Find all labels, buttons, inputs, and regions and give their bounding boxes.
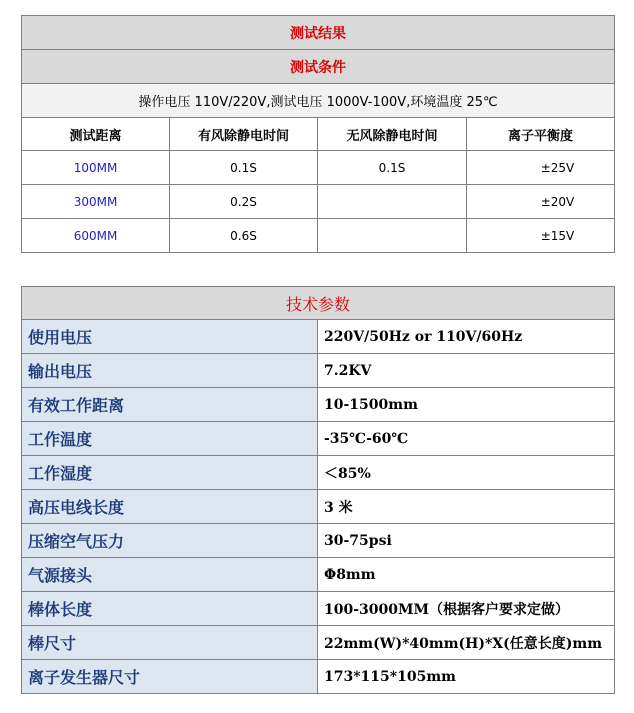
spec-value: 10-1500mm bbox=[318, 388, 615, 422]
spec-value: 22mm(W)*40mm(H)*X(任意长度)mm bbox=[318, 626, 615, 660]
spec-value: 100-3000MM（根据客户要求定做） bbox=[318, 592, 615, 626]
distance-cell: 300MM bbox=[22, 185, 170, 219]
header-with-wind: 有风除静电时间 bbox=[170, 118, 318, 151]
with-wind-cell: 0.2S bbox=[170, 185, 318, 219]
spec-key: 离子发生器尺寸 bbox=[22, 660, 318, 694]
spec-value: -35℃-60℃ bbox=[318, 422, 615, 456]
spec-row bbox=[22, 422, 615, 456]
spec-row bbox=[22, 490, 615, 524]
with-wind-cell: 0.6S bbox=[170, 219, 318, 253]
spec-row bbox=[22, 456, 615, 490]
table-row bbox=[22, 151, 615, 185]
test-results-title: 测试结果 bbox=[22, 16, 615, 50]
distance-cell: 100MM bbox=[22, 151, 170, 185]
results-header-row bbox=[22, 118, 615, 151]
spec-key: 棒体长度 bbox=[22, 592, 318, 626]
balance-cell: ±15V bbox=[467, 219, 615, 253]
table-row bbox=[22, 185, 615, 219]
table-row bbox=[22, 219, 615, 253]
spec-row bbox=[22, 660, 615, 694]
without-wind-cell bbox=[318, 219, 467, 253]
spec-key: 压缩空气压力 bbox=[22, 524, 318, 558]
spec-value: 30-75psi bbox=[318, 524, 615, 558]
header-distance: 测试距离 bbox=[22, 118, 170, 151]
spec-value: 173*115*105mm bbox=[318, 660, 615, 694]
balance-cell: ±20V bbox=[467, 185, 615, 219]
spec-key: 使用电压 bbox=[22, 320, 318, 354]
header-without-wind: 无风除静电时间 bbox=[318, 118, 467, 151]
spec-key: 有效工作距离 bbox=[22, 388, 318, 422]
tech-specs-title: 技术参数 bbox=[22, 287, 615, 320]
test-results-table bbox=[21, 15, 615, 253]
spec-key: 输出电压 bbox=[22, 354, 318, 388]
distance-cell: 600MM bbox=[22, 219, 170, 253]
spec-key: 气源接头 bbox=[22, 558, 318, 592]
test-conditions-title: 测试条件 bbox=[22, 50, 615, 84]
test-conditions-text: 操作电压 110V/220V,测试电压 1000V-100V,环境温度 25℃ bbox=[22, 84, 615, 118]
spec-key: 工作湿度 bbox=[22, 456, 318, 490]
balance-cell: ±25V bbox=[467, 151, 615, 185]
spec-row bbox=[22, 558, 615, 592]
spec-key: 高压电线长度 bbox=[22, 490, 318, 524]
without-wind-cell bbox=[318, 185, 467, 219]
spec-row bbox=[22, 626, 615, 660]
header-ion-balance: 离子平衡度 bbox=[467, 118, 615, 151]
spec-value: ＜85% bbox=[318, 456, 615, 490]
spec-row bbox=[22, 524, 615, 558]
spec-key: 棒尺寸 bbox=[22, 626, 318, 660]
tech-specs-table bbox=[21, 286, 615, 694]
spec-row bbox=[22, 592, 615, 626]
spec-value: 7.2KV bbox=[318, 354, 615, 388]
spec-value: Φ8mm bbox=[318, 558, 615, 592]
spec-key: 工作温度 bbox=[22, 422, 318, 456]
without-wind-cell: 0.1S bbox=[318, 151, 467, 185]
spec-value: 220V/50Hz or 110V/60Hz bbox=[318, 320, 615, 354]
spec-row bbox=[22, 388, 615, 422]
spec-value: 3 米 bbox=[318, 490, 615, 524]
with-wind-cell: 0.1S bbox=[170, 151, 318, 185]
spec-row bbox=[22, 320, 615, 354]
spec-row bbox=[22, 354, 615, 388]
